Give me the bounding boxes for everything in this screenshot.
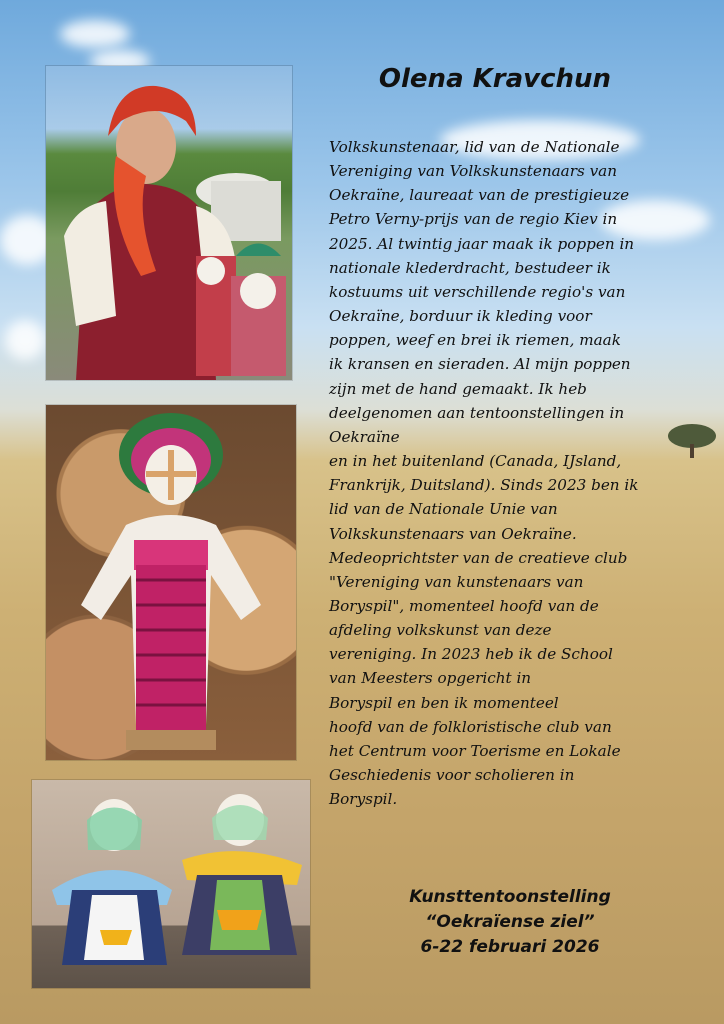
biography-line: Medeoprichtster van de creatieve club xyxy=(329,548,628,567)
exhibition-dates: 6-22 februari 2026 xyxy=(420,937,600,957)
biography-line: "Vereniging van kunstenaars van xyxy=(329,572,584,591)
exhibition-info xyxy=(350,885,670,960)
biography-line: Frankrijk, Duitsland). Sinds 2023 ben ik xyxy=(329,476,639,495)
biography-line: hoofd van de folkloristische club van xyxy=(329,717,612,736)
biography-line: Oekraïne, borduur ik kleding voor xyxy=(329,307,592,326)
exhibition-title: “Oekraïense ziel” xyxy=(425,912,595,932)
biography-line: lid van de Nationale Unie van xyxy=(329,500,558,519)
photo-artist xyxy=(46,66,292,380)
biography-line: Boryspil. xyxy=(329,790,398,809)
photo-doll-logs xyxy=(46,405,296,760)
biography-line: en in het buitenland (Canada, IJsland, xyxy=(329,452,622,471)
biography-line: Petro Verny-prijs van de regio Kiev in xyxy=(329,210,618,229)
biography-line: het Centrum voor Toerisme en Lokale xyxy=(329,741,621,760)
cloud xyxy=(60,20,130,48)
biography-line: ik kransen en sieraden. Al mijn poppen xyxy=(329,355,631,374)
biography-line: Volkskunstenaars van Oekraïne. xyxy=(329,524,577,543)
biography-line: kostuums uit verschillende regio's van xyxy=(329,282,626,301)
biography-line: afdeling volkskunst van deze xyxy=(329,621,552,640)
photo-two-dolls xyxy=(32,780,310,988)
biography-line: Vereniging van Volkskunstenaars van xyxy=(329,162,618,181)
biography-line: poppen, weef en brei ik riemen, maak xyxy=(329,331,621,350)
biography-line: zijn met de hand gemaakt. Ik heb xyxy=(329,379,587,398)
artist-name: Olena Kravchun xyxy=(378,64,612,94)
exhibition-label: Kunsttentoonstelling xyxy=(409,887,611,907)
biography-line: Geschiedenis voor scholieren in xyxy=(329,766,575,785)
biography-line: vereniging. In 2023 heb ik de School xyxy=(329,645,613,664)
biography-text xyxy=(329,135,684,811)
biography-line: Oekraïne xyxy=(329,427,400,446)
biography-line: 2025. Al twintig jaar maak ik poppen in xyxy=(329,234,635,253)
biography-line: Boryspil", momenteel hoofd van de xyxy=(329,596,599,615)
cloud xyxy=(5,320,45,360)
biography-line: van Meesters opgericht in xyxy=(329,669,532,688)
biography-line: Boryspil en ben ik momenteel xyxy=(329,693,559,712)
biography-line: Volkskunstenaar, lid van de Nationale xyxy=(329,138,620,156)
biography-line: Oekraïne, laureaat van de prestigieuze xyxy=(329,186,630,205)
biography-line: deelgenomen aan tentoonstellingen in xyxy=(329,403,625,422)
biography-line: nationale klederdracht, bestudeer ik xyxy=(329,258,611,277)
